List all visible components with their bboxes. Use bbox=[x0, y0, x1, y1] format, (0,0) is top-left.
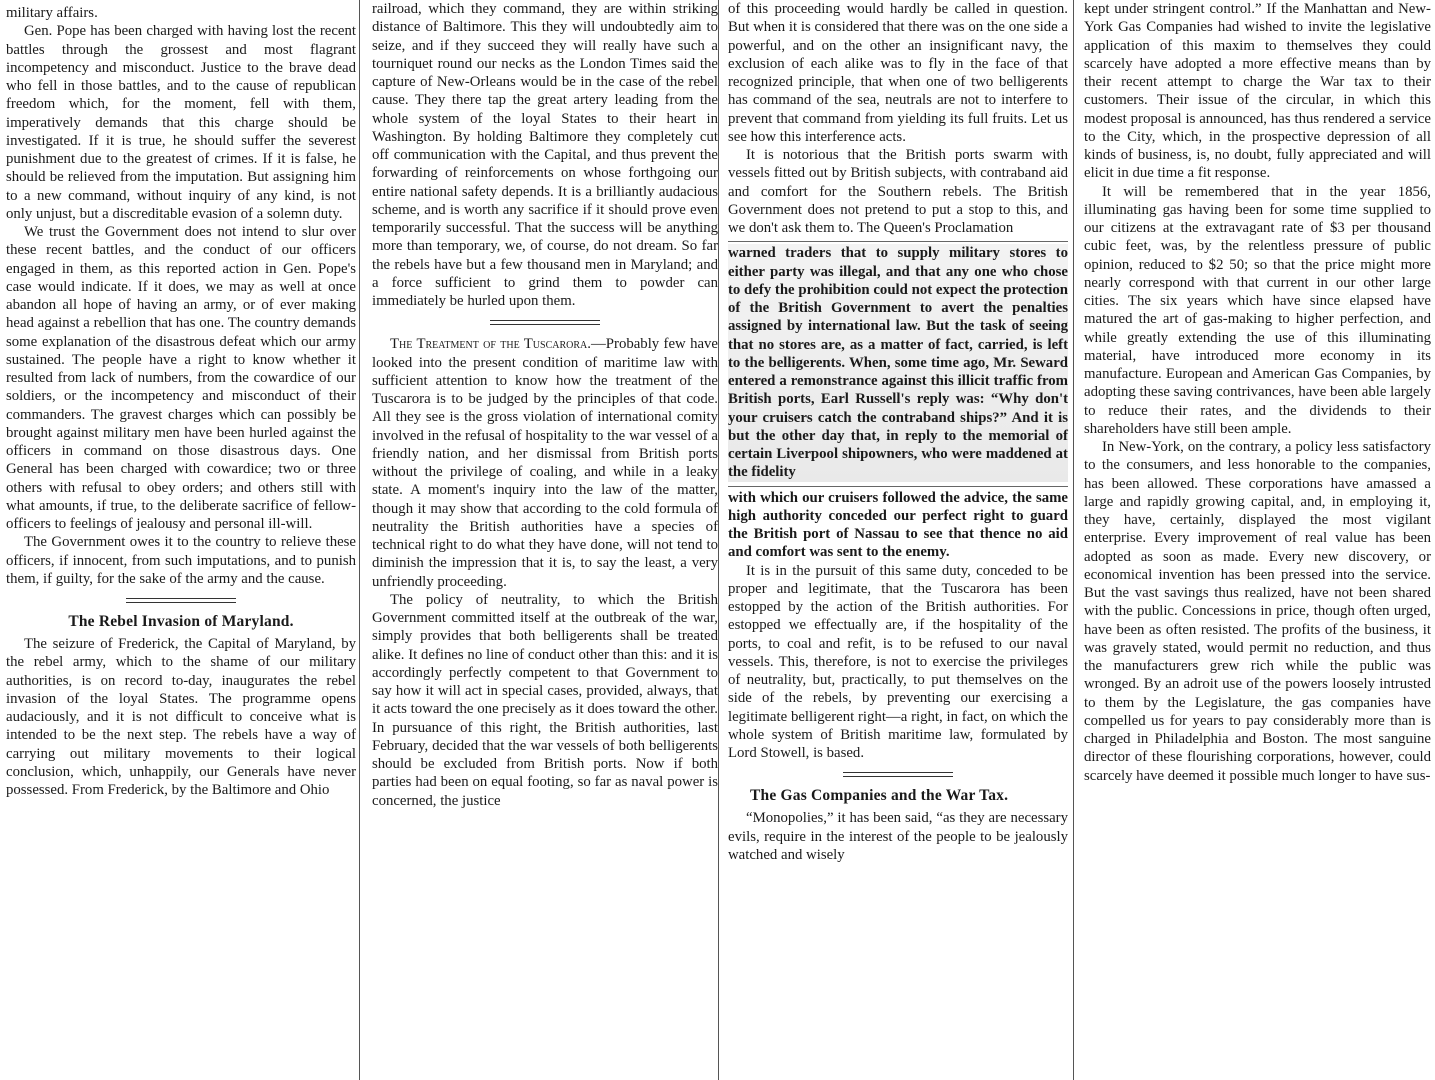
paragraph: In New-York, on the contrary, a policy less satisfactory to the consumers, and less honorable to the companies, has been allowed. These corporations have amassed a large and rapidly growing capital, and, in employing it, they have, certainly, displayed the most vigilant enterprise. Every improvement of real value has been adopted as soon as made. Every new discovery, or economical invention has been pressed into the service. But the vast savings thus realized, have not been shared with the public. Concessions in price, though often urged, have been as often resisted. The profits of the business, it was gravely stated, would permit no reduction, and thus the manufacturers grew rich while the public was wronged. By an adroit use of the powers loosely intrusted to them by the Legislature, the gas companies have compelled us for years to pay considerably more than is charged in Philadelphia and Boston. The most sanguine director of these flourishing corporations, however, could scarcely have deemed it possible much longer to have sus- bbox=[1084, 439, 1431, 784]
paragraph: kept under stringent control.” If the Manhattan and New-York Gas Companies had wished to invite the legislative application of this maxim to themselves they could scarcely have adopted a more effective means than by their recent attempt to charge the War tax to their customers. Their issue of the circular, in which this modest proposal is announced, has thus rendered a service to the City, which, in the prospective depression of all kinds of business, is, no doubt, fully appreciated and will elicit in due time a fit response. bbox=[1084, 1, 1431, 182]
section-separator bbox=[490, 320, 600, 325]
column-2 bbox=[362, 0, 720, 1080]
clipping-rule bbox=[728, 486, 1068, 487]
paragraph-body: —Probably few have looked into the present condition of maritime law with sufficient attention to know how the treatment of the Tuscarora is to be judged by the principles of that code. All they see is the gross violation of international comity involved in the refusal of hospitality to the war vessel of a friendly nation, and her dismissal from British ports without the privilege of coaling, and while in a leaky state. A moment's inquiry into the law of the matter, though it may show that according to the cold formula of neutrality the British authorities have a species of technical right to do what they have done, will not tend to diminish the impression that it is, to say the least, a very unfriendly proceeding. bbox=[372, 336, 718, 590]
paragraph: It will be remembered that in the year 1856, illuminating gas having been for some time supplied to our citizens at the extravagant rate of $3 per thousand cubic feet, was, by the relentless pressure of public opinion, reduced to $2 50; so that the price might more nearly correspond with that current in our other large cities. The six years which have since elapsed have matured the art of gas-making to higher perfection, and while greatly extending the use of this illuminating material, have introduced more economy in its manufacture. European and American Gas Companies, by adopting these saving contrivances, have been able largely to reduce their rates, and the dividends to their shareholders have still been ample. bbox=[1084, 183, 1431, 437]
column-4 bbox=[1076, 0, 1435, 1080]
paragraph: The policy of neutrality, to which the British Government committed itself at the outbreak of the war, simply provides that both belligerents shall be treated alike. It defines no line of conduct other than this: and it is accordingly perfectly competent to that Government to say how it will act in special cases, provided, always, that it acts toward the one precisely as it does toward the other. In pursuance of this right, the British authorities, last February, decided that the war vessels of both belligerents should be excluded from British ports. Now if both parties had been on equal footing, so far as naval power is concerned, the justice bbox=[372, 591, 718, 809]
paragraph: railroad, which they command, they are within striking distance of Baltimore. This they will undoubtedly aim to seize, and if they succeed they will really have such a tourniquet round our necks as the London Times said the capture of New-Orleans would be in the case of the rebel cause. They there tap the great artery leading from the whole system of the loyal States to their heart in Washington. By holding Baltimore they completely cut off communication with the Capital, and thus prevent the forwarding of reinforcements on whose forthgoing our entire national safety depends. It is a brilliantly audacious scheme, and is worth any sacrifice if it should prove even temporarily successful. That the success will be anything more than temporary, we, of course, do not dream. So far the rebels have but a few thousand men in Maryland; and a force sufficient to grind them to powder can immediately be hurled upon them. bbox=[372, 1, 718, 309]
section-separator bbox=[843, 772, 953, 777]
article-headline: The Rebel Invasion of Maryland. bbox=[68, 613, 294, 630]
paragraph: The seizure of Frederick, the Capital of Maryland, by the rebel army, which to the shame of our military authorities, is on record to-day, inaugurates the rebel invasion of the loyal States. The programme opens audaciously, and it is not difficult to conceive what is intended to be the next step. The rebels have a way of carrying out military movements to their logical conclusion, which, unhappily, our Generals have never possessed. From Frederick, by the Baltimore and Ohio bbox=[6, 636, 356, 798]
paragraph: warned traders that to supply military stores to either party was illegal, and that any one who chose to defy the prohibition could not expect the protection of the British Government to avert the penalties assigned by international law. But the task of seeing that no stores are, as a matter of fact, carried, is left to the belligerents. When, some time ago, Mr. Seward entered a remonstrance against this illicit traffic from British ports, Earl Russell's reply was: “Why don't your cruisers catch the contraband ships?” And it is but the other day that, in reply to the memorial of certain Liverpool shipowners, who were maddened at the fidelity bbox=[728, 245, 1068, 481]
paragraph bbox=[372, 335, 718, 591]
article-headline: The Gas Companies and the War Tax. bbox=[750, 787, 1009, 805]
paragraph: “Monopolies,” it has been said, “as they are necessary evils, require in the interest of the people to be jealously watched and wisely bbox=[728, 810, 1068, 863]
paragraph: Gen. Pope has been charged with having lost the recent battles through the grossest and most flagrant incompetency and misconduct. Justice to the brave dead who fell in those battles, and to the cause of republican freedom which, for the moment, fell with them, imperatively demands that this charge should be investigated. If it is true, he should suffer the severest punishment due to the greatest of crimes. If it is false, he should be relieved from the imputation. But assigning him to a new command, without inquiry of any kind, is not only unjust, but a discreditable evasion of a solemn duty. bbox=[6, 23, 356, 222]
paragraph: with which our cruisers followed the advice, the same high authority conceded our perfect right to guard the British port of Nassau to see that thence no aid and comfort was sent to the enemy. bbox=[728, 489, 1068, 561]
clipping-rule bbox=[728, 241, 1068, 242]
paragraph: It is notorious that the British ports swarm with vessels fitted out by British subjects, with contraband aid and comfort for the Southern rebels. The British Government does not pretend to put a stop to this, and we don't ask them to. The Queen's Proclamation bbox=[728, 147, 1068, 236]
paragraph-lead-title: The Treatment of the Tuscarora. bbox=[390, 336, 591, 353]
column-rule bbox=[1073, 0, 1074, 1080]
paragraph: It is in the pursuit of this same duty, conceded to be proper and legitimate, that the Tuscarora has been estopped by the action of the British authorities. For estopped we effectually are, if the hospitality of the ports, to coal and refit, is to be refused to our naval vessels. This, therefore, is not to exercise the privileges of neutrality, but, practically, to put themselves on the side of the rebels, by preventing our exercising a legitimate belligerent right—a right, in fact, on which the whole system of British maritime law, formulated by Lord Stowell, is based. bbox=[728, 562, 1068, 761]
paragraph: of this proceeding would hardly be called in question. But when it is considered that there was on the one side a powerful, and on the other an insignificant navy, the exclusion of each alike was to fly in the face of that recognized principle, that when one of two belligerents has command of the sea, neutrals are not to interfere to prevent that command from yielding its full fruits. Let us see how this interference acts. bbox=[728, 1, 1068, 145]
column-1 bbox=[0, 0, 358, 1080]
section-separator bbox=[126, 598, 236, 603]
column-3 bbox=[722, 0, 1072, 1080]
paragraph: military affairs. bbox=[6, 5, 98, 21]
paragraph: We trust the Government does not intend to slur over these recent battles, and the conduct of our officers engaged in them, as this reported action in Gen. Pope's case would indicate. If it does, we may as well at once abandon all hope of having an army, or of ever making head against a rebellion that has one. The country demands some explanation of the disastrous defeat which our army sustained. The people have a right to know whether it resulted from lack of numbers, from the cowardice of our soldiers, or the incompetency and misconduct of their commanders. The gravest charges which can possibly be brought against military men have been hurled against the officers in command on those disastrous days. One General has been charged with cowardice; two or three others with refusal to obey orders; and others still with what amounts, if true, to the deliberate sacrifice of fellow-officers to feelings of jealousy and personal ill-will. bbox=[6, 224, 356, 532]
paragraph: The Government owes it to the country to relieve these officers, if innocent, from such imputations, and to punish them, if guilty, for the sake of the army and the cause. bbox=[6, 534, 356, 587]
column-rule bbox=[359, 0, 360, 1080]
